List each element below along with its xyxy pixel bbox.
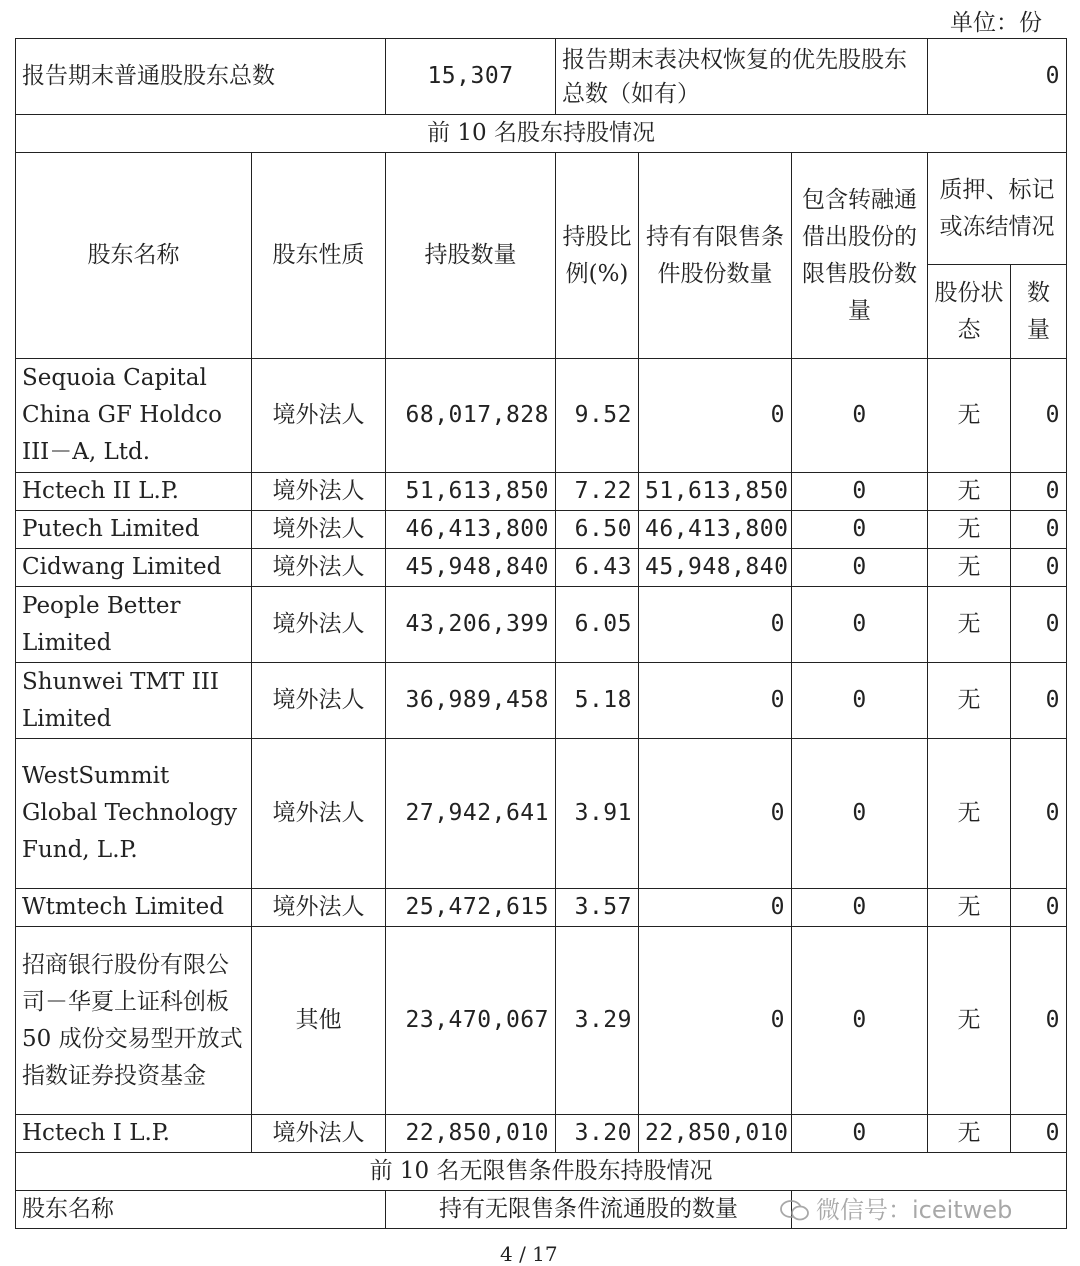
shareholder-ratio: 5.18 bbox=[556, 663, 639, 739]
shareholder-shares: 27,942,641 bbox=[386, 739, 556, 889]
shareholder-status: 无 bbox=[928, 663, 1011, 739]
shareholder-lending: 0 bbox=[792, 739, 928, 889]
shareholder-restricted: 45,948,840 bbox=[639, 549, 792, 587]
shareholder-row bbox=[16, 663, 1067, 739]
common-holders-label: 报告期末普通股股东总数 bbox=[16, 39, 386, 115]
shareholder-nature: 境外法人 bbox=[252, 549, 386, 587]
top10-title: 前 10 名股东持股情况 bbox=[16, 115, 1067, 153]
header-shares: 持股数量 bbox=[386, 153, 556, 359]
shareholder-name: Cidwang Limited bbox=[16, 549, 252, 587]
shareholder-row bbox=[16, 359, 1067, 473]
preferred-holders-value: 0 bbox=[928, 39, 1067, 115]
shareholder-name: WestSummit Global Technology Fund, L.P. bbox=[16, 739, 252, 889]
shareholder-row bbox=[16, 473, 1067, 511]
shareholder-restricted: 0 bbox=[639, 359, 792, 473]
shareholder-ratio: 7.22 bbox=[556, 473, 639, 511]
shareholder-nature: 境外法人 bbox=[252, 739, 386, 889]
shareholder-restricted: 0 bbox=[639, 663, 792, 739]
shareholder-count: 0 bbox=[1011, 889, 1067, 927]
page-number: 4 / 17 bbox=[500, 1242, 558, 1266]
shareholder-lending: 0 bbox=[792, 511, 928, 549]
shareholder-ratio: 3.29 bbox=[556, 927, 639, 1115]
shareholder-restricted: 22,850,010 bbox=[639, 1115, 792, 1153]
shareholder-status: 无 bbox=[928, 739, 1011, 889]
shareholder-ratio: 3.57 bbox=[556, 889, 639, 927]
shareholder-status: 无 bbox=[928, 1115, 1011, 1153]
unrestricted-title-row bbox=[16, 1153, 1067, 1191]
unrestricted-qty-header: 持有无限售条件流通股的数量 bbox=[386, 1191, 792, 1229]
shareholder-count: 0 bbox=[1011, 587, 1067, 663]
shareholder-name: Putech Limited bbox=[16, 511, 252, 549]
shareholder-lending: 0 bbox=[792, 1115, 928, 1153]
shareholder-restricted: 51,613,850 bbox=[639, 473, 792, 511]
common-holders-value: 15,307 bbox=[386, 39, 556, 115]
shareholder-name: Hctech II L.P. bbox=[16, 473, 252, 511]
shareholder-shares: 22,850,010 bbox=[386, 1115, 556, 1153]
shareholder-restricted: 0 bbox=[639, 927, 792, 1115]
shareholder-count: 0 bbox=[1011, 473, 1067, 511]
shareholder-ratio: 3.20 bbox=[556, 1115, 639, 1153]
shareholder-name: Shunwei TMT III Limited bbox=[16, 663, 252, 739]
shareholder-lending: 0 bbox=[792, 663, 928, 739]
shareholder-row bbox=[16, 587, 1067, 663]
shareholder-name: Hctech I L.P. bbox=[16, 1115, 252, 1153]
shareholder-row bbox=[16, 889, 1067, 927]
summary-row bbox=[16, 39, 1067, 115]
shareholder-nature: 境外法人 bbox=[252, 587, 386, 663]
shareholder-shares: 51,613,850 bbox=[386, 473, 556, 511]
shareholder-name: 招商银行股份有限公司－华夏上证科创板 50 成份交易型开放式指数证券投资基金 bbox=[16, 927, 252, 1115]
shareholder-name: People Better Limited bbox=[16, 587, 252, 663]
shareholder-status: 无 bbox=[928, 549, 1011, 587]
shareholder-lending: 0 bbox=[792, 359, 928, 473]
shareholder-status: 无 bbox=[928, 359, 1011, 473]
shareholder-nature: 境外法人 bbox=[252, 663, 386, 739]
header-ratio: 持股比例(%) bbox=[556, 153, 639, 359]
shareholder-table bbox=[15, 38, 1067, 1229]
header-name: 股东名称 bbox=[16, 153, 252, 359]
shareholder-count: 0 bbox=[1011, 663, 1067, 739]
shareholder-ratio: 3.91 bbox=[556, 739, 639, 889]
header-row-1 bbox=[16, 153, 1067, 265]
shareholder-nature: 其他 bbox=[252, 927, 386, 1115]
shareholder-status: 无 bbox=[928, 889, 1011, 927]
shareholder-lending: 0 bbox=[792, 927, 928, 1115]
shareholder-status: 无 bbox=[928, 473, 1011, 511]
shareholder-shares: 68,017,828 bbox=[386, 359, 556, 473]
shareholder-nature: 境外法人 bbox=[252, 1115, 386, 1153]
shareholder-row bbox=[16, 549, 1067, 587]
shareholder-shares: 36,989,458 bbox=[386, 663, 556, 739]
shareholder-nature: 境外法人 bbox=[252, 473, 386, 511]
shareholder-lending: 0 bbox=[792, 473, 928, 511]
shareholder-restricted: 0 bbox=[639, 587, 792, 663]
header-lending: 包含转融通借出股份的限售股份数量 bbox=[792, 153, 928, 359]
shareholder-ratio: 6.05 bbox=[556, 587, 639, 663]
header-status: 股份状态 bbox=[928, 265, 1011, 359]
shareholder-row bbox=[16, 1115, 1067, 1153]
shareholder-shares: 45,948,840 bbox=[386, 549, 556, 587]
shareholder-ratio: 9.52 bbox=[556, 359, 639, 473]
shareholder-name: Sequoia Capital China GF Holdco III－A, Ltd. bbox=[16, 359, 252, 473]
shareholder-lending: 0 bbox=[792, 549, 928, 587]
shareholder-nature: 境外法人 bbox=[252, 359, 386, 473]
shareholder-lending: 0 bbox=[792, 889, 928, 927]
watermark bbox=[780, 1190, 1012, 1225]
shareholder-count: 0 bbox=[1011, 359, 1067, 473]
shareholder-restricted: 0 bbox=[639, 739, 792, 889]
shareholder-restricted: 46,413,800 bbox=[639, 511, 792, 549]
shareholder-status: 无 bbox=[928, 587, 1011, 663]
shareholder-status: 无 bbox=[928, 927, 1011, 1115]
shareholder-count: 0 bbox=[1011, 739, 1067, 889]
shareholder-nature: 境外法人 bbox=[252, 511, 386, 549]
shareholder-restricted: 0 bbox=[639, 889, 792, 927]
header-pledge: 质押、标记或冻结情况 bbox=[928, 153, 1067, 265]
unrestricted-title: 前 10 名无限售条件股东持股情况 bbox=[16, 1153, 1067, 1191]
shareholder-status: 无 bbox=[928, 511, 1011, 549]
shareholder-count: 0 bbox=[1011, 549, 1067, 587]
watermark-text: 微信号：iceitweb bbox=[816, 1196, 1013, 1224]
shareholder-shares: 23,470,067 bbox=[386, 927, 556, 1115]
header-nature: 股东性质 bbox=[252, 153, 386, 359]
shareholder-shares: 43,206,399 bbox=[386, 587, 556, 663]
shareholder-ratio: 6.43 bbox=[556, 549, 639, 587]
header-count: 数量 bbox=[1011, 265, 1067, 359]
shareholder-count: 0 bbox=[1011, 1115, 1067, 1153]
shareholder-shares: 25,472,615 bbox=[386, 889, 556, 927]
shareholder-lending: 0 bbox=[792, 587, 928, 663]
header-restricted: 持有有限售条件股份数量 bbox=[639, 153, 792, 359]
wechat-icon bbox=[780, 1200, 810, 1222]
unrestricted-name-header: 股东名称 bbox=[16, 1191, 386, 1229]
top10-title-row bbox=[16, 115, 1067, 153]
shareholder-ratio: 6.50 bbox=[556, 511, 639, 549]
shareholder-count: 0 bbox=[1011, 927, 1067, 1115]
shareholder-row bbox=[16, 739, 1067, 889]
shareholder-count: 0 bbox=[1011, 511, 1067, 549]
unit-label: 单位：份 bbox=[950, 10, 1042, 36]
shareholder-shares: 46,413,800 bbox=[386, 511, 556, 549]
shareholder-row bbox=[16, 927, 1067, 1115]
preferred-holders-label: 报告期末表决权恢复的优先股股东总数（如有） bbox=[556, 39, 928, 115]
shareholder-nature: 境外法人 bbox=[252, 889, 386, 927]
shareholder-name: Wtmtech Limited bbox=[16, 889, 252, 927]
shareholder-row bbox=[16, 511, 1067, 549]
